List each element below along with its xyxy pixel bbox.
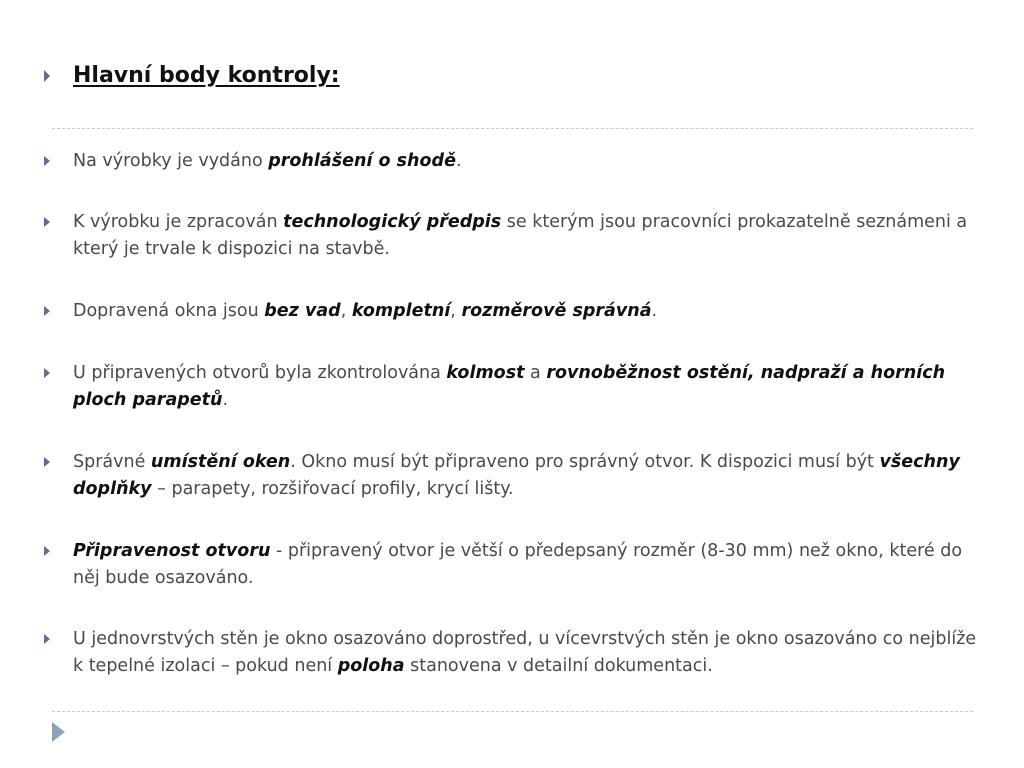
list-item <box>44 626 979 680</box>
list-item <box>44 209 979 263</box>
text-run: – parapety, rozšiřovací profily, krycí lišty. <box>151 479 514 499</box>
text-run: . <box>222 390 229 410</box>
list-item-text <box>73 538 979 592</box>
text-run: Na výrobky je vydáno <box>73 151 269 171</box>
slide-title: Hlavní body kontroly: <box>73 63 340 88</box>
emphasized-text: kompletní <box>351 301 451 321</box>
bullet-arrow-icon <box>44 70 50 82</box>
text-run: . <box>455 151 462 171</box>
emphasized-text: rozměrově správná <box>461 301 652 321</box>
emphasized-text: Připravenost otvoru <box>73 541 271 561</box>
emphasized-text: rovnoběžnost ostění, nadpraží a horních ploch parapetů <box>73 363 946 410</box>
emphasized-text: technologický předpis <box>283 212 502 232</box>
text-run: K výrobku je zpracován <box>73 212 284 232</box>
text-run: stanovena v detailní dokumentaci. <box>404 656 713 676</box>
list-item-text <box>73 626 979 680</box>
emphasized-text: bez vad <box>264 301 341 321</box>
emphasized-text: všechny doplňky <box>73 452 960 499</box>
bullet-arrow-icon <box>44 634 50 644</box>
list-item-text <box>73 360 979 414</box>
list-item-text <box>73 209 979 263</box>
bullet-arrow-icon <box>44 368 50 378</box>
emphasized-text: kolmost <box>446 363 525 383</box>
slide-title-row <box>44 63 340 88</box>
text-run: - připravený otvor je větší o předepsaný rozměr (8-30 mm) než okno, které do něj bude osazováno. <box>73 541 963 588</box>
text-run: . <box>651 301 658 321</box>
bullet-arrow-icon <box>44 457 50 467</box>
list-item <box>44 449 979 503</box>
bullet-arrow-icon <box>44 156 50 166</box>
text-run: U připravených otvorů byla zkontrolována <box>73 363 447 383</box>
emphasized-text: poloha <box>337 656 405 676</box>
list-item <box>44 538 979 592</box>
list-item-text <box>73 298 979 325</box>
text-run: , <box>450 301 462 321</box>
bottom-divider <box>52 711 973 712</box>
list-item-text <box>73 148 979 175</box>
emphasized-text: umístění oken <box>150 452 291 472</box>
list-item <box>44 148 979 175</box>
list-item <box>44 298 979 325</box>
next-slide-arrow-icon[interactable] <box>52 722 65 742</box>
text-run: U jednovrstvých stěn je okno osazováno doprostřed, u vícevrstvých stěn je okno osazováno co nejblíže k tepelné izolaci – pokud není <box>73 629 977 676</box>
bullet-arrow-icon <box>44 217 50 227</box>
bullet-arrow-icon <box>44 546 50 556</box>
text-run: , <box>340 301 352 321</box>
emphasized-text: prohlášení o shodě <box>268 151 456 171</box>
text-run: . Okno musí být připraveno pro správný otvor. K dispozici musí být <box>290 452 880 472</box>
list-item-text <box>73 449 979 503</box>
text-run: Dopravená okna jsou <box>73 301 265 321</box>
text-run: a <box>524 363 547 383</box>
text-run: Správné <box>73 452 151 472</box>
top-divider <box>52 128 973 129</box>
list-item <box>44 360 979 414</box>
bullet-arrow-icon <box>44 306 50 316</box>
text-run: se kterým jsou pracovníci prokazatelně seznámeni a který je trvale k dispozici na stavbě. <box>73 212 968 259</box>
